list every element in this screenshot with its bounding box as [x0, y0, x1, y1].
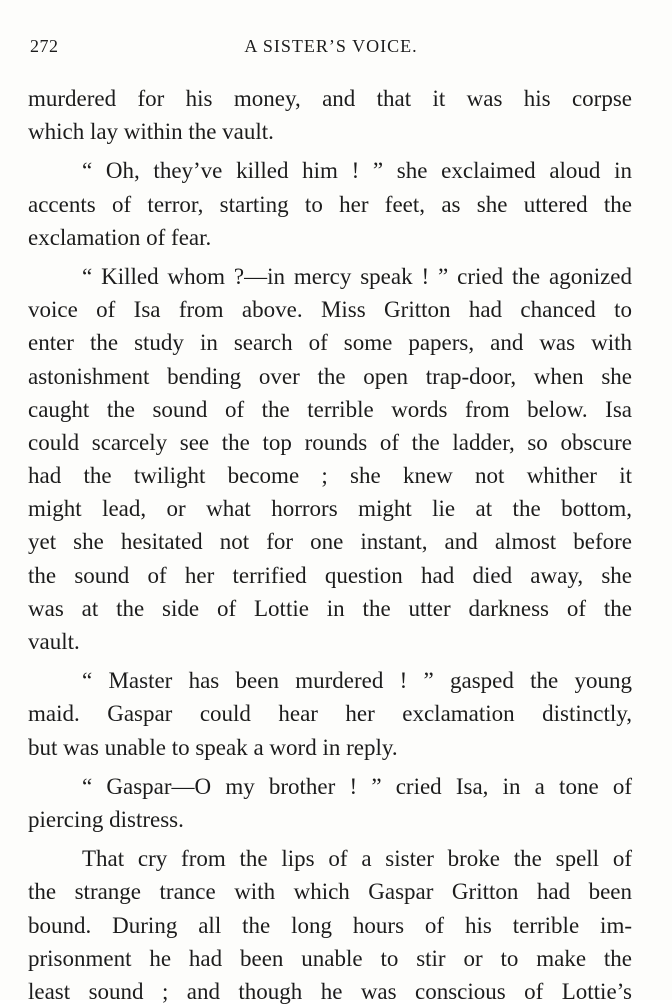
running-title: A SISTER’S VOICE.: [244, 36, 418, 56]
text-line: bound. During all the long hours of his terrible im-: [28, 912, 632, 938]
text-line: murdered for his money, and that it was his corpse: [28, 86, 632, 111]
text-line: voice of Isa from above. Miss Gritton had chanced to: [28, 297, 632, 323]
text-line: least sound ; and though he was conscious of Lottie’s: [28, 978, 632, 1004]
text-line: had the twilight become ; she knew not whither it: [28, 463, 632, 489]
text-line: accents of terror, starting to her feet, as she uttered the: [28, 191, 632, 217]
text-line: exclamation of fear.: [28, 224, 212, 250]
text-line: That cry from the lips of a sister broke the spell of: [82, 846, 632, 872]
text-line: piercing distress.: [28, 806, 184, 832]
text-line: “ Master has been murdered ! ” gasped the young: [82, 668, 632, 694]
text-line: but was unable to speak a word in reply.: [28, 734, 398, 760]
text-line: astonishment bending over the open trap-door, when she: [28, 363, 632, 389]
page-number: 272: [30, 36, 59, 56]
text-line: maid. Gaspar could hear her exclamation distinctly,: [28, 701, 632, 727]
text-line: enter the study in search of some papers, and was with: [28, 330, 632, 356]
text-line: “ Oh, they’ve killed him ! ” she exclaimed aloud in: [82, 158, 632, 184]
text-line: “ Killed whom ?—in mercy speak ! ” cried the agonized: [82, 263, 632, 289]
text-line: the sound of her terrified question had died away, she: [28, 562, 632, 588]
body-text: [28, 82, 632, 1008]
text-line: which lay within the vault.: [28, 119, 274, 145]
text-line: the strange trance with which Gaspar Gritton had been: [28, 879, 632, 905]
text-line: vault.: [28, 629, 80, 654]
text-line: was at the side of Lottie in the utter darkness of the: [28, 595, 632, 621]
text-line: could scarcely see the top rounds of the ladder, so obscure: [28, 429, 632, 455]
text-line: might lead, or what horrors might lie at the bottom,: [28, 496, 632, 522]
text-line: caught the sound of the terrible words from below. Isa: [28, 396, 632, 422]
text-line: “ Gaspar—O my brother ! ” cried Isa, in a tone of: [82, 773, 632, 799]
text-line: prisonment he had been unable to stir or to make the: [28, 945, 632, 971]
text-line: yet she hesitated not for one instant, and almost before: [28, 529, 632, 555]
page-header: [30, 36, 632, 60]
